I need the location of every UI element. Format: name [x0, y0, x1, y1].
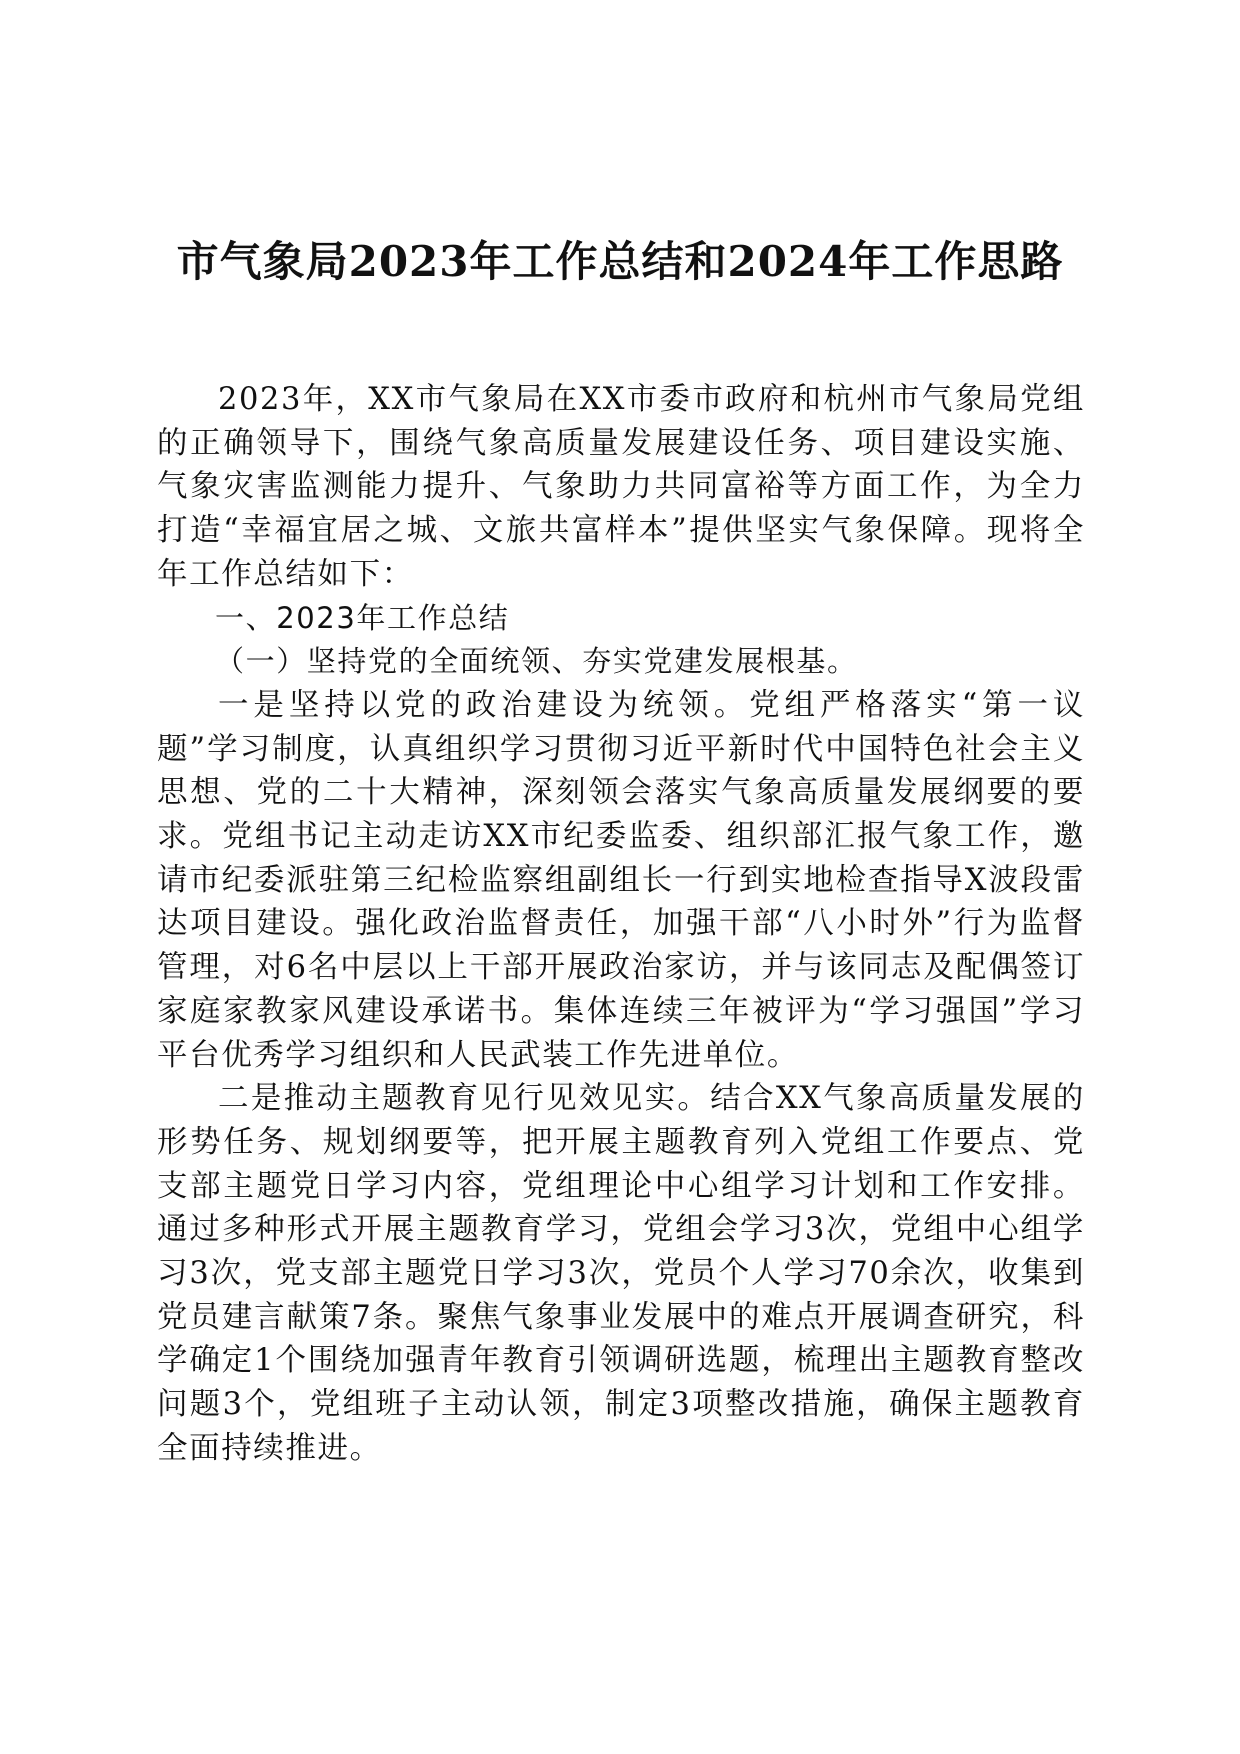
section-heading: 一、2023年工作总结: [215, 600, 510, 635]
body-paragraph: 一是坚持以党的政治建设为统领。党组严格落实“第一议题”学习制度，认真组织学习贯彻习近平新时代中国特色社会主义思想、党的二十大精神，深刻领会落实气象高质量发展纲要的要求。党组书记主动走访XX市纪委监委、组织部汇报气象工作，邀请市纪委派驻第三纪检监察组副组长一行到实地检查指导X波段雷达项目建设。强化政治监督责任，加强干部“八小时外”行为监督管理，对6名中层以上干部开展政治家访，并与该同志及配偶签订家庭家教家风建设承诺书。集体连续三年被评为“学习强国”学习平台优秀学习组织和人民武装工作先进单位。: [157, 687, 1085, 1073]
document-title: 市气象局2023年工作总结和2024年工作思路: [176, 237, 1064, 286]
document-body: [157, 378, 1085, 1471]
subsection-heading: （一）坚持党的全面统领、夯实党建发展根基。: [215, 644, 858, 679]
body-paragraph: 二是推动主题教育见行见效见实。结合XX气象高质量发展的形势任务、规划纲要等，把开展主题教育列入党组工作要点、党支部主题党日学习内容，党组理论中心组学习计划和工作安排。通过多种形式开展主题教育学习，党组会学习3次，党组中心组学习3次，党支部主题党日学习3次，党员个人学习70余次，收集到党员建言献策7条。聚焦气象事业发展中的难点开展调查研究，科学确定1个围绕加强青年教育引领调研选题，梳理出主题教育整改问题3个，党组班子主动认领，制定3项整改措施，确保主题教育全面持续推进。: [157, 1081, 1085, 1466]
intro-paragraph: 2023年，XX市气象局在XX市委市政府和杭州市气象局党组的正确领导下，围绕气象高质量发展建设任务、项目建设实施、气象灾害监测能力提升、气象助力共同富裕等方面工作，为全力打造“幸福宜居之城、文旅共富样本”提供坚实气象保障。现将全年工作总结如下：: [157, 382, 1085, 592]
